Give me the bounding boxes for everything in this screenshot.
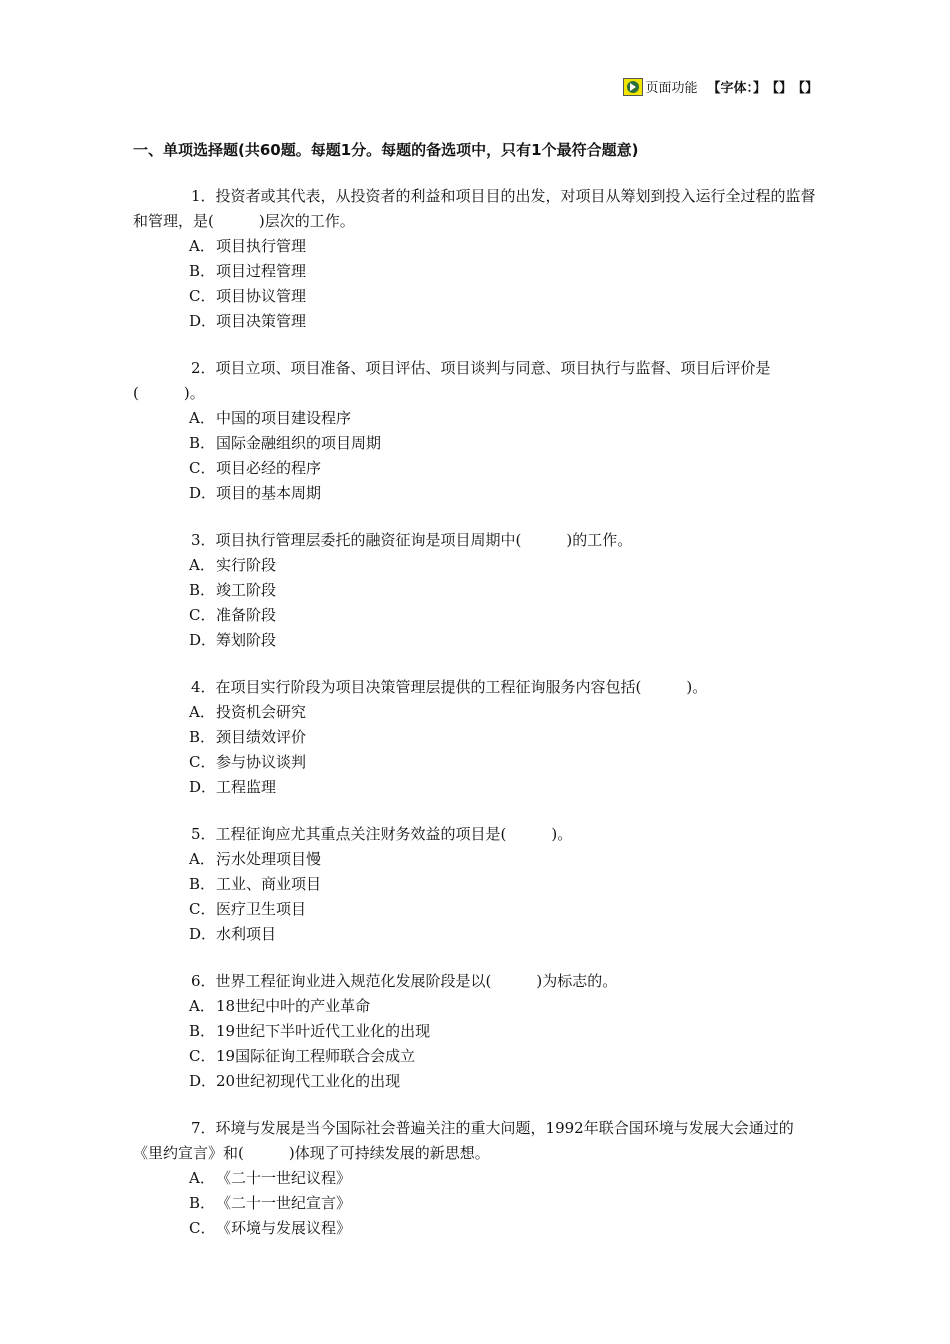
question-stem: 1．投资者或其代表，从投资者的利益和项目目的出发，对项目从筹划到投入运行全过程的监督和管理，是( )层次的工作。 — [133, 187, 816, 230]
option-letter: D． — [189, 312, 217, 330]
question-item — [133, 969, 823, 1094]
option-letter: A． — [189, 237, 215, 255]
option-text: 国际金融组织的项目周期 — [216, 434, 382, 452]
question-item — [133, 675, 823, 800]
option-text: 项目的基本周期 — [216, 484, 322, 502]
option-letter: C． — [189, 459, 216, 477]
answer-option — [133, 1216, 823, 1241]
option-letter: B． — [189, 1022, 216, 1040]
answer-option — [133, 1191, 823, 1216]
question-stem: 4．在项目实行阶段为项目决策管理层提供的工程征询服务内容包括( )。 — [191, 678, 708, 696]
option-text: 19世纪下半叶近代工业化的出现 — [216, 1022, 431, 1040]
answer-option — [133, 603, 823, 628]
answer-option — [133, 897, 823, 922]
question-stem: 6．世界工程征询业进入规范化发展阶段是以( )为标志的。 — [191, 972, 618, 990]
option-letter: C． — [189, 753, 216, 771]
font-size-small-button[interactable]: 【】 — [791, 81, 818, 96]
option-letter: C． — [189, 900, 216, 918]
option-letter: A． — [189, 850, 215, 868]
option-text: 项目必经的程序 — [216, 459, 322, 477]
answer-option — [133, 431, 823, 456]
option-text: 筹划阶段 — [216, 631, 277, 649]
option-letter: A． — [189, 1169, 215, 1187]
option-letter: A． — [189, 997, 215, 1015]
option-text: 颈目绩效评价 — [216, 728, 307, 746]
answer-option — [133, 994, 823, 1019]
answer-option — [133, 284, 823, 309]
answer-option — [133, 456, 823, 481]
answer-option — [133, 628, 823, 653]
option-letter: D． — [189, 1072, 217, 1090]
answer-option — [133, 578, 823, 603]
answer-option — [133, 700, 823, 725]
option-text: 《环境与发展议程》 — [216, 1219, 352, 1237]
answer-option — [133, 309, 823, 334]
option-letter: D． — [189, 631, 217, 649]
option-letter: C． — [189, 1219, 216, 1237]
option-list — [133, 700, 823, 800]
option-text: 水利项目 — [216, 925, 277, 943]
option-letter: A． — [189, 703, 215, 721]
option-list — [133, 406, 823, 506]
option-letter: B． — [189, 581, 216, 599]
question-item — [133, 1116, 823, 1241]
option-text: 参与协议谈判 — [216, 753, 307, 771]
answer-option — [133, 1069, 823, 1094]
answer-option — [133, 775, 823, 800]
option-letter: B． — [189, 434, 216, 452]
answer-option — [133, 1044, 823, 1069]
answer-option — [133, 406, 823, 431]
question-item — [133, 356, 823, 506]
answer-option — [133, 922, 823, 947]
question-stem: 7．环境与发展是当今国际社会普遍关注的重大问题，1992年联合国环境与发展大会通过的《里约宣言》和( )体现了可持续发展的新思想。 — [133, 1119, 794, 1162]
section-title: 一、单项选择题(共60题。每题1分。每题的备选项中，只有1个最符合题意) — [133, 141, 639, 159]
option-text: 19国际征询工程师联合会成立 — [216, 1047, 416, 1065]
answer-option — [133, 553, 823, 578]
answer-option — [133, 259, 823, 284]
option-letter: D． — [189, 778, 217, 796]
answer-option — [133, 1166, 823, 1191]
question-stem: 2．项目立项、项目准备、项目评估、项目谈判与同意、项目执行与监督、项目后评价是( )。 — [133, 359, 771, 402]
option-text: 《二十一世纪宣言》 — [216, 1194, 352, 1212]
font-size-label: 【字体：】 — [707, 81, 766, 96]
option-text: 竣工阶段 — [216, 581, 277, 599]
option-text: 中国的项目建设程序 — [216, 409, 352, 427]
question-list — [133, 184, 823, 1263]
option-list — [133, 553, 823, 653]
option-text: 18世纪中叶的产业革命 — [216, 997, 371, 1015]
page-function-link[interactable]: 页面功能 — [645, 81, 698, 96]
page-function-icon[interactable] — [623, 78, 643, 96]
option-text: 医疗卫生项目 — [216, 900, 307, 918]
answer-option — [133, 750, 823, 775]
option-list — [133, 1166, 823, 1241]
option-letter: B． — [189, 262, 216, 280]
option-text: 工业、商业项目 — [216, 875, 322, 893]
option-text: 20世纪初现代工业化的出现 — [216, 1072, 401, 1090]
answer-option — [133, 725, 823, 750]
option-text: 实行阶段 — [216, 556, 277, 574]
answer-option — [133, 481, 823, 506]
option-letter: B． — [189, 1194, 216, 1212]
option-text: 污水处理项目慢 — [216, 850, 322, 868]
option-text: 投资机会研究 — [216, 703, 307, 721]
option-list — [133, 994, 823, 1094]
page-toolbar — [623, 77, 818, 96]
option-text: 工程监理 — [216, 778, 277, 796]
option-text: 《二十一世纪议程》 — [216, 1169, 352, 1187]
question-stem: 3．项目执行管理层委托的融资征询是项目周期中( )的工作。 — [191, 531, 633, 549]
option-letter: A． — [189, 556, 215, 574]
question-item — [133, 822, 823, 947]
answer-option — [133, 847, 823, 872]
option-letter: C． — [189, 1047, 216, 1065]
option-letter: B． — [189, 875, 216, 893]
option-letter: D． — [189, 484, 217, 502]
question-item — [133, 528, 823, 653]
answer-option — [133, 234, 823, 259]
question-stem: 5．工程征询应尤其重点关注财务效益的项目是( )。 — [191, 825, 573, 843]
option-list — [133, 234, 823, 334]
question-item — [133, 184, 823, 334]
option-text: 准备阶段 — [216, 606, 277, 624]
answer-option — [133, 872, 823, 897]
option-letter: C． — [189, 287, 216, 305]
answer-option — [133, 1019, 823, 1044]
option-text: 项目协议管理 — [216, 287, 307, 305]
font-size-large-button[interactable]: 【】 — [765, 81, 792, 96]
option-letter: B． — [189, 728, 216, 746]
option-letter: C． — [189, 606, 216, 624]
option-text: 项目过程管理 — [216, 262, 307, 280]
option-letter: A． — [189, 409, 215, 427]
option-text: 项目决策管理 — [216, 312, 307, 330]
option-text: 项目执行管理 — [216, 237, 307, 255]
option-letter: D． — [189, 925, 217, 943]
option-list — [133, 847, 823, 947]
